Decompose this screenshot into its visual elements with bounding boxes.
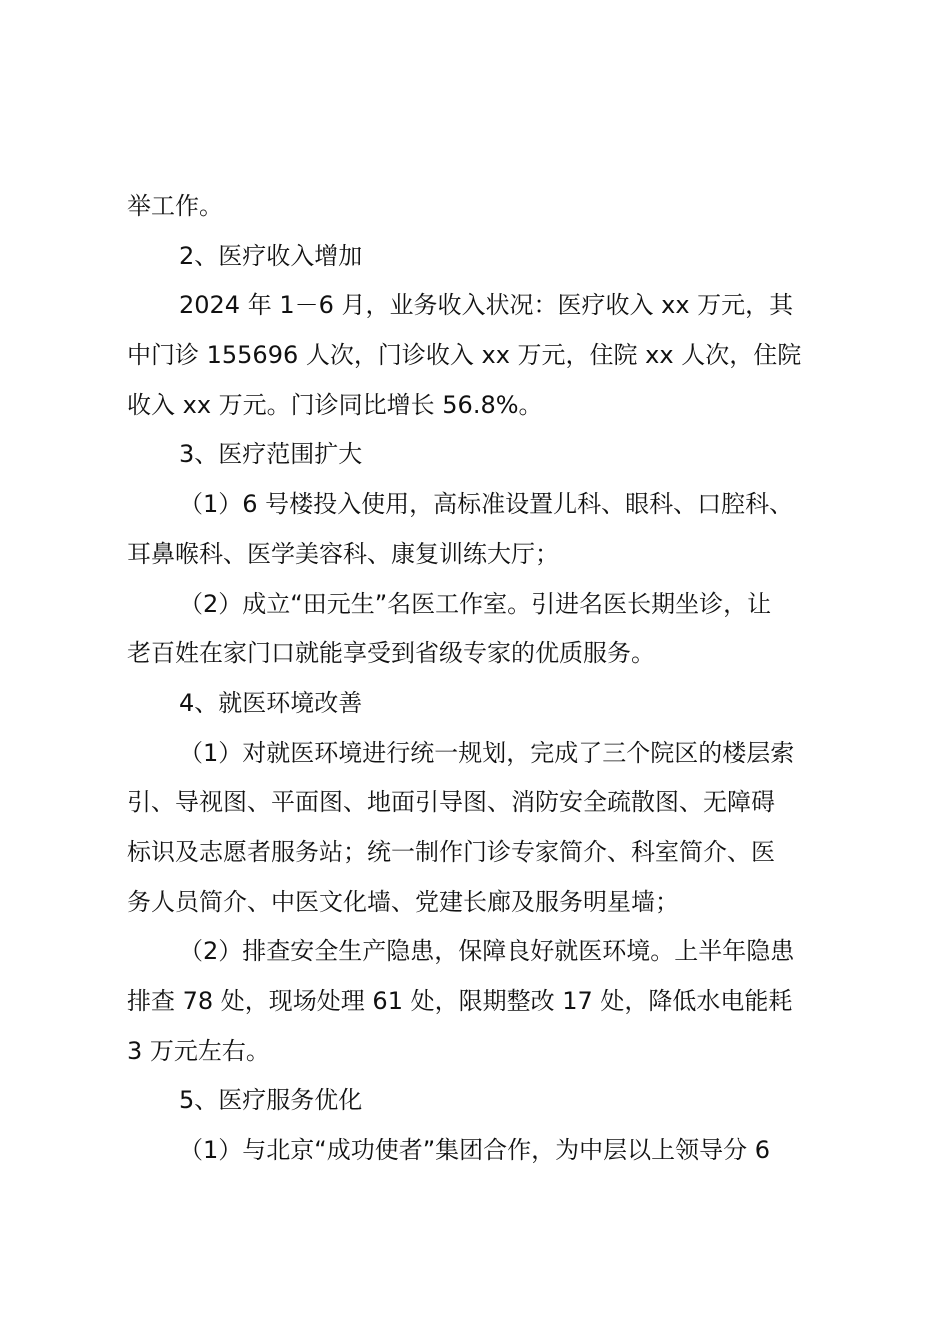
paragraph-line: 排查 78 处，现场处理 61 处，限期整改 17 处，降低水电能耗 [127,987,793,1015]
paragraph-line: （2）排查安全生产隐患，保障良好就医环境。上半年隐患 [179,937,795,966]
paragraph-line: 3 万元左右。 [127,1036,270,1065]
paragraph-line: （1）6 号楼投入使用，高标准设置儿科、眼科、口腔科、 [179,490,794,519]
paragraph-line: 标识及志愿者服务站；统一制作门诊专家简介、科室简介、医 [127,837,775,866]
paragraph-line: 务人员简介、中医文化墙、党建长廊及服务明星墙； [127,887,679,916]
paragraph-line: 引、导视图、平面图、地面引导图、消防安全疏散图、无障碍 [127,788,775,817]
document-body [127,182,835,1176]
paragraph-line: 耳鼻喉科、医学美容科、康复训练大厅； [127,539,559,568]
section-heading-4: 4、就医环境改善 [179,688,363,717]
section-heading-2: 2、医疗收入增加 [179,241,363,270]
paragraph-line: （1）与北京“成功使者”集团合作，为中层以上领导分 6 [179,1136,771,1165]
section-heading-5: 5、医疗服务优化 [179,1086,363,1115]
paragraph-line: （1）对就医环境进行统一规划，完成了三个院区的楼层索 [179,738,795,767]
paragraph-line: 中门诊 155696 人次，门诊收入 xx 万元，住院 xx 人次，住院 [127,341,802,370]
line-continuation: 举工作。 [127,192,223,220]
paragraph-line: 2024 年 1－6 月，业务收入状况：医疗收入 xx 万元，其 [179,291,794,320]
paragraph-line: （2）成立“田元生”名医工作室。引进名医长期坐诊，让 [179,589,772,618]
paragraph-line: 收入 xx 万元。门诊同比增长 56.8%。 [127,390,543,419]
section-heading-3: 3、医疗范围扩大 [179,440,363,469]
paragraph-line: 老百姓在家门口就能享受到省级专家的优质服务。 [127,639,655,668]
